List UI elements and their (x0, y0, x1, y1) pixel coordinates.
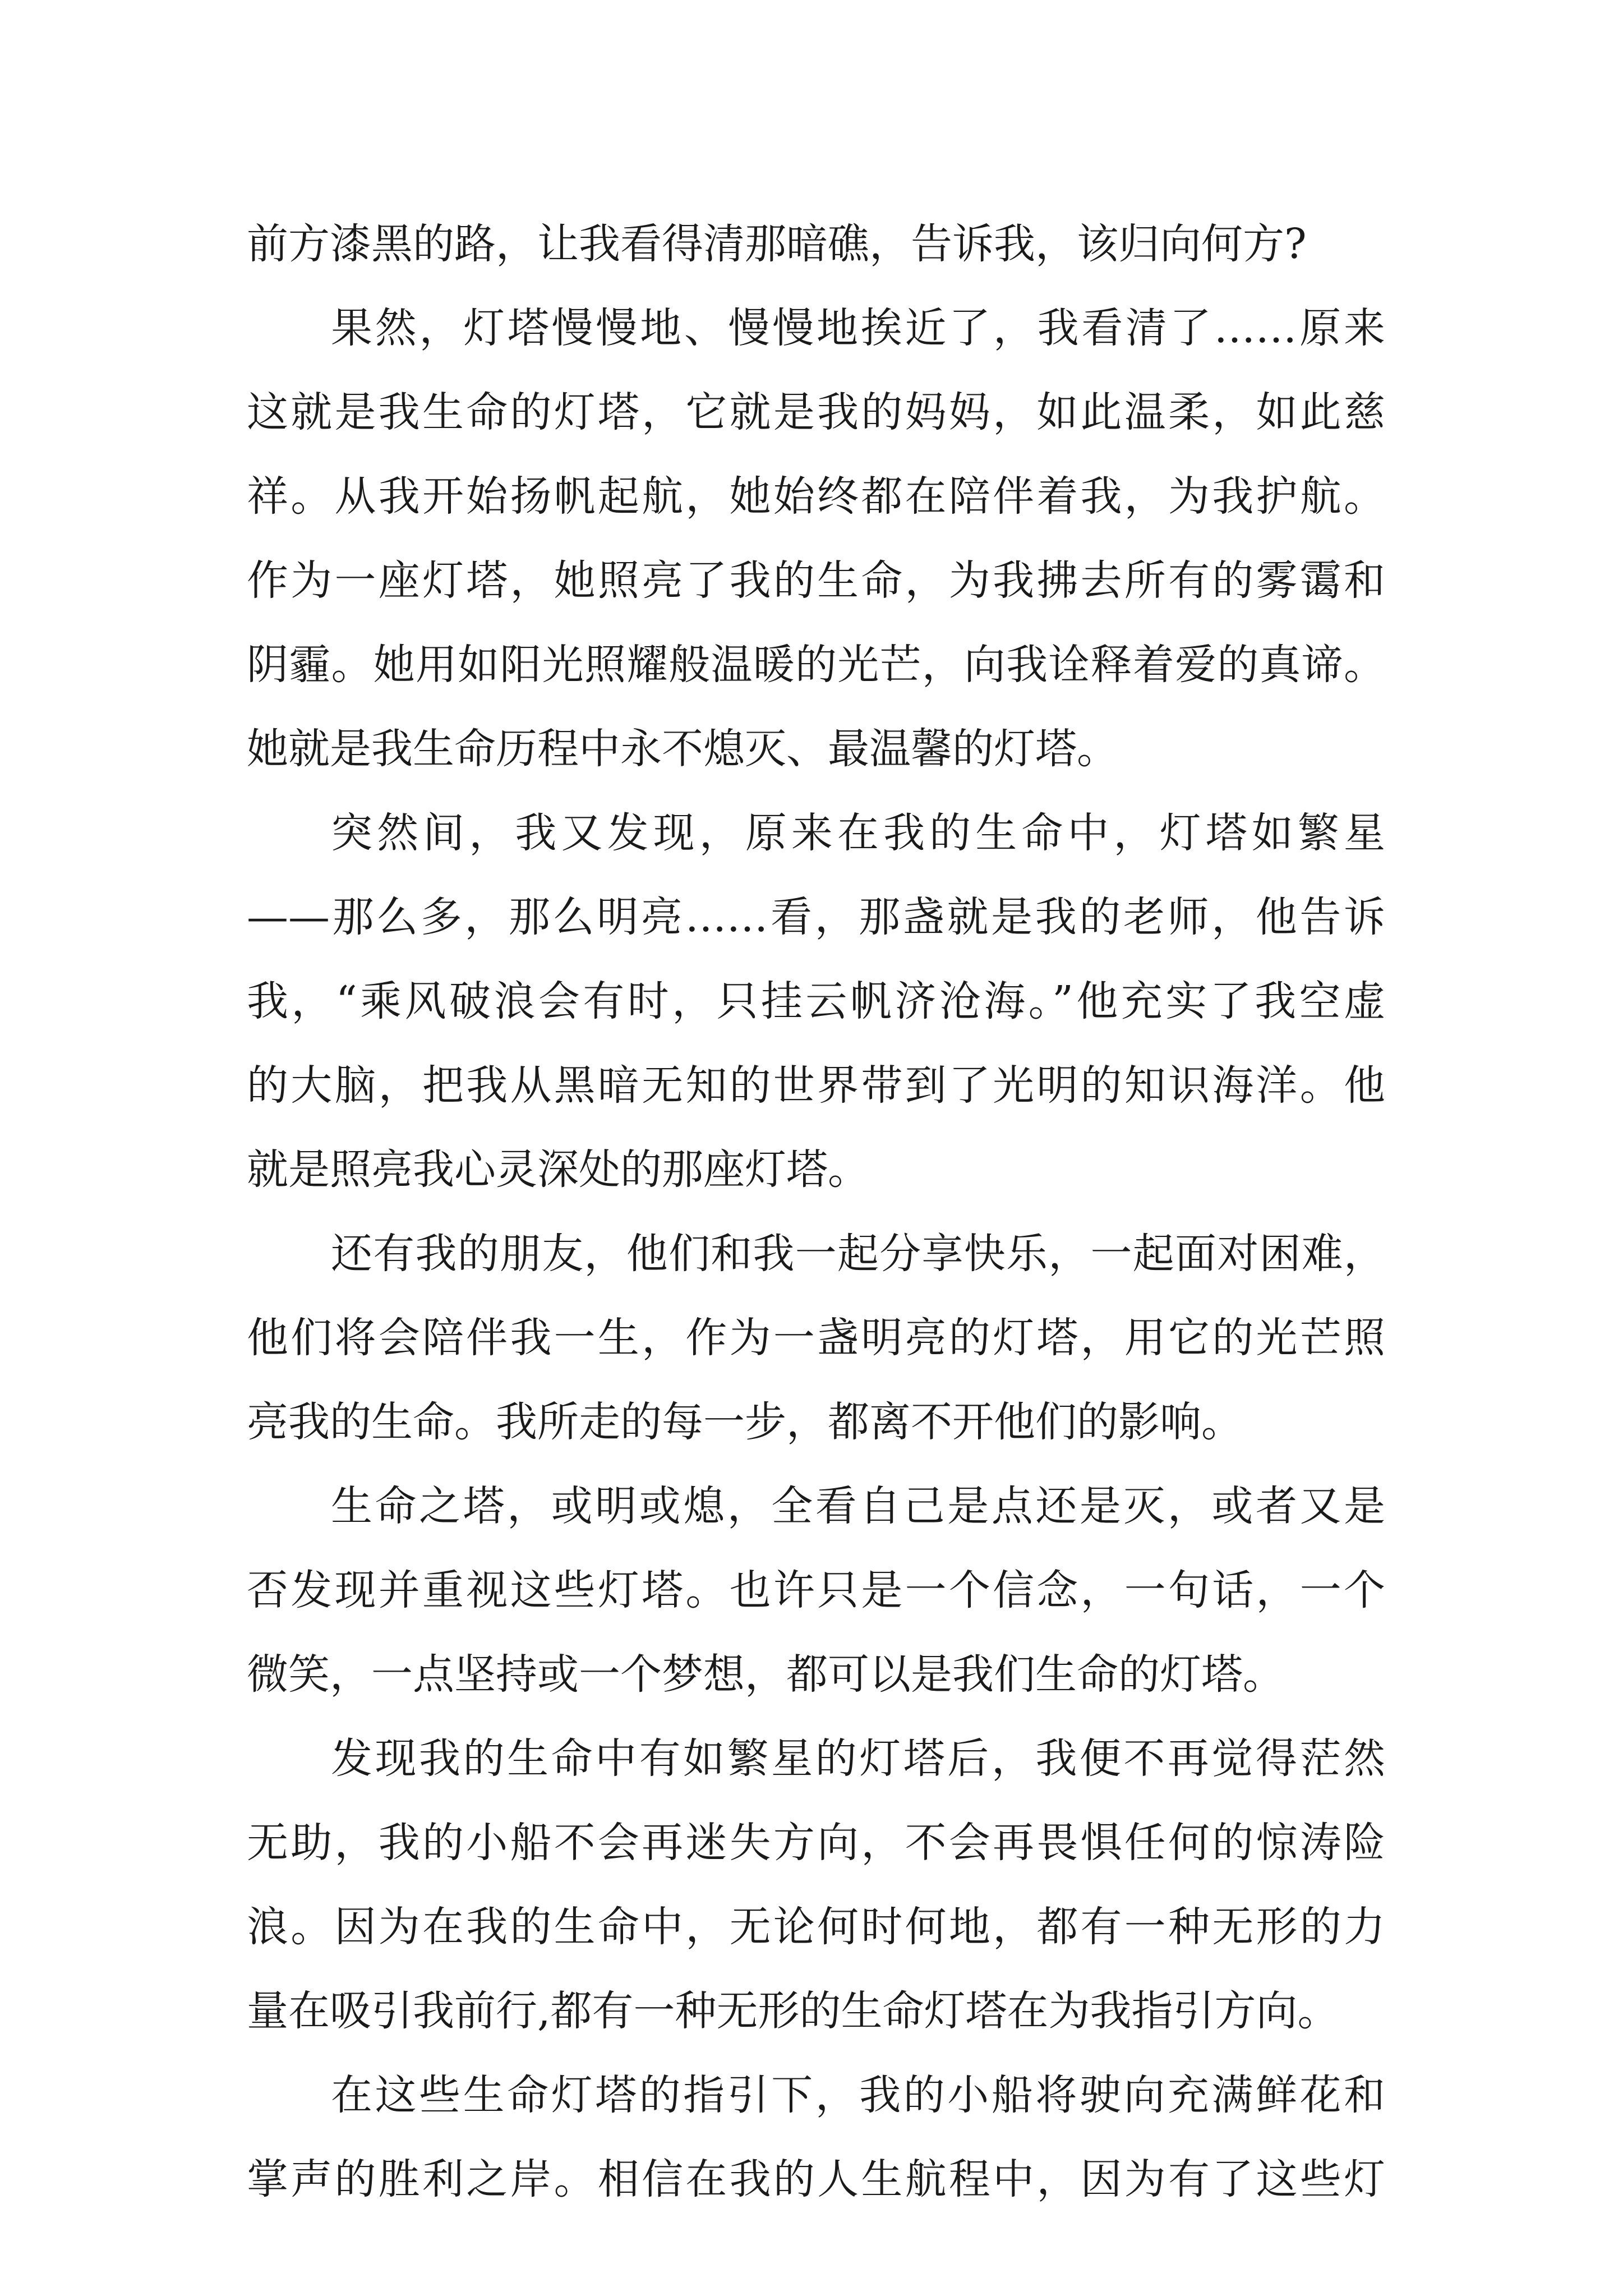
text-line: 我，“乘风破浪会有时，只挂云帆济沧海。”他充实了我空虚 (247, 977, 1385, 1025)
text-line: ——那么多，那么明亮……看，那盏就是我的老师，他告诉 (247, 893, 1385, 941)
text-line: 微笑，一点坚持或一个梦想，都可以是我们生命的灯塔。 (247, 1650, 1284, 1699)
text-line: 亮我的生命。我所走的每一步，都离不开他们的影响。 (247, 1398, 1243, 1446)
text-line: 生命之塔，或明或熄，全看自己是点还是灭，或者又是 (331, 1482, 1385, 1530)
text-line: 作为一座灯塔，她照亮了我的生命，为我拂去所有的雾霭和 (247, 556, 1385, 605)
text-line: 突然间，我又发现，原来在我的生命中，灯塔如繁星 (331, 809, 1385, 857)
text-line: 果然，灯塔慢慢地、慢慢地挨近了，我看清了……原来 (331, 304, 1385, 352)
text-line: 浪。因为在我的生命中，无论何时何地，都有一种无形的力 (247, 1903, 1385, 1951)
text-line: 量在吸引我前行,都有一种无形的生命灯塔在为我指引方向。 (247, 1987, 1339, 2035)
text-line: 她就是我生命历程中永不熄灭、最温馨的灯塔。 (247, 725, 1118, 773)
text-line: 无助，我的小船不会再迷失方向，不会再畏惧任何的惊涛险 (247, 1819, 1385, 1867)
text-line: 阴霾。她用如阳光照耀般温暖的光芒，向我诠释着爱的真谛。 (247, 641, 1385, 689)
text-line: 的大脑，把我从黑暗无知的世界带到了光明的知识海洋。他 (247, 1061, 1385, 1110)
text-line: 祥。从我开始扬帆起航，她始终都在陪伴着我，为我护航。 (247, 472, 1385, 521)
text-line: 在这些生命灯塔的指引下，我的小船将驶向充满鲜花和 (331, 2071, 1385, 2119)
text-line: 否发现并重视这些灯塔。也许只是一个信念，一句话，一个 (247, 1566, 1385, 1614)
text-line: 就是照亮我心灵深处的那座灯塔。 (247, 1145, 869, 1194)
text-line: 这就是我生命的灯塔，它就是我的妈妈，如此温柔，如此慈 (247, 388, 1385, 436)
text-line: 他们将会陪伴我一生，作为一盏明亮的灯塔，用它的光芒照 (247, 1314, 1385, 1362)
text-line: 前方漆黑的路，让我看得清那暗礁，告诉我，该归向何方? (247, 220, 1307, 268)
text-line: 发现我的生命中有如繁星的灯塔后，我便不再觉得茫然 (331, 1734, 1385, 1783)
text-line: 掌声的胜利之岸。相信在我的人生航程中，因为有了这些灯 (247, 2155, 1385, 2203)
text-line: 还有我的朋友，他们和我一起分享快乐，一起面对困难， (331, 1230, 1385, 1278)
body-text (247, 202, 1385, 2221)
